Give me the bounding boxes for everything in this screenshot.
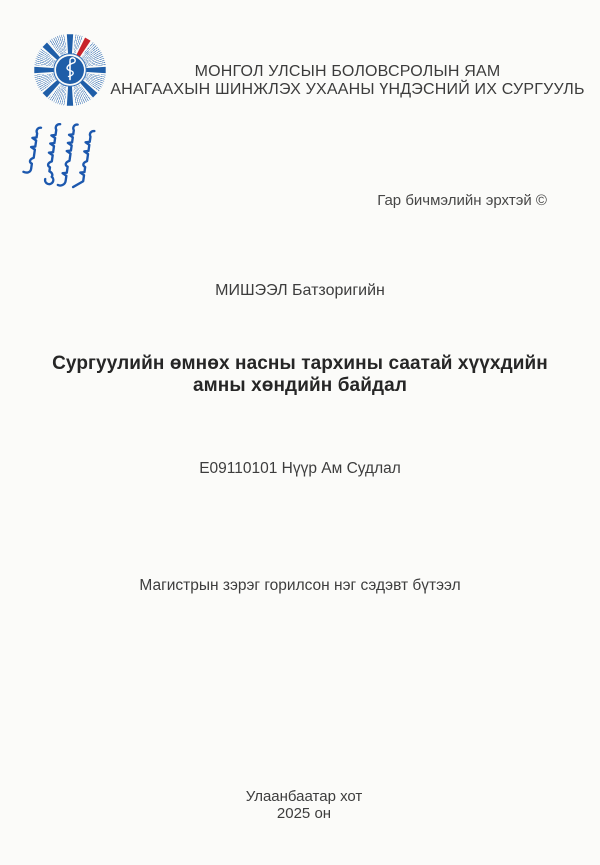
year-line: 2025 он	[276, 805, 332, 822]
author-name: МИШЭЭЛ Батзоригийн	[215, 282, 385, 299]
city-line: Улаанбаатар хот	[245, 788, 363, 805]
ministry-university-header	[95, 63, 600, 99]
ministry-line: МОНГОЛ УЛСЫН БОЛОВСРОЛЫН ЯАМ	[194, 63, 501, 80]
thesis-title-line2: амны хөндийн байдал	[192, 375, 407, 396]
thesis-title-line1: Сургуулийн өмнөх насны тархины саатай хүүхдийн	[52, 353, 548, 374]
rod-of-asclepius-icon	[54, 54, 86, 86]
traditional-mongolian-script	[20, 116, 104, 224]
thesis-title	[40, 353, 560, 397]
program-code: Е09110101 Нүүр Ам Судлал	[199, 460, 401, 477]
university-line: АНАГААХЫН ШИНЖЛЭХ УХААНЫ ҮНДЭСНИЙ ИХ СУРГУУЛЬ	[110, 81, 585, 98]
thesis-type: Магистрын зэрэг горилсон нэг сэдэвт бүтээл	[139, 577, 461, 594]
footer-place-year	[0, 788, 600, 822]
manuscript-copyright-note: Гар бичмэлийн эрхтэй ©	[377, 192, 547, 209]
